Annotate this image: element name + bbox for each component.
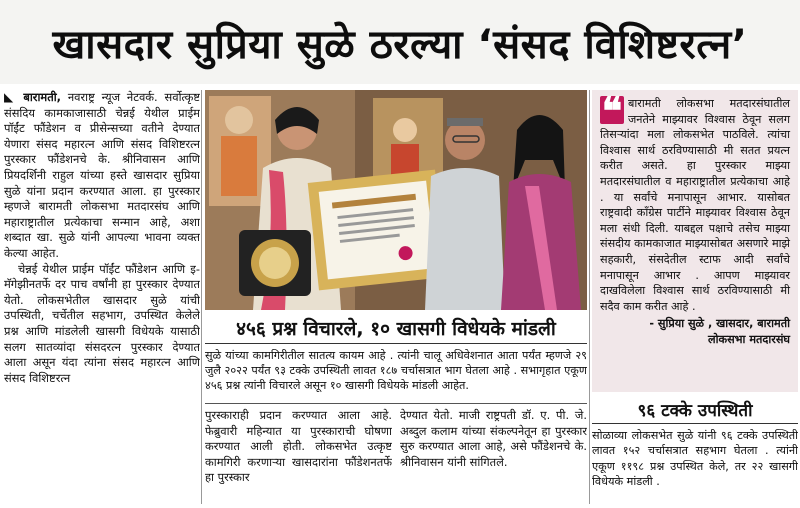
column-divider [589,90,590,504]
quote-box [592,90,798,392]
left-para-1 [4,90,200,262]
subheading: ४५६ प्रश्न विचारले, १० खासगी विधेयके मांडली [205,314,587,344]
left-para-1-text: सर्वोत्कृष्ट संसदिय कामकाजासाठी चेन्नई येथील प्राईम पॉईंट फौंडेशन व प्रीसेन्सच्या वतीने देण्यात येणारा संसद महारत्न आणि संसद विशिष्टरत्न पुरस्कार फौंडेशनचे के. श्रीनिवासन आणि प्रियदर्शिनी राहुल यांच्या हस्ते खासदार सुप्रिया सुळे यांना प्रदान करण्यात आला. हा पुरस्कार म्हणजे बारामती लोकसभा मतदारसंघ आणि महाराष्ट्रातील प्रत्येकाचा सन्मान आहे, अशा शब्दात खा. सुळे यांनी आपल्या भावना व्यक्त केल्या आहेत. [4,90,200,260]
dateline-source: नवराष्ट्र न्यूज नेटवर्क. [60,90,158,104]
award-photo-illustration [205,90,587,310]
middle-column-1: पुरस्काराही प्रदान करण्यात आला आहे. फेब्रुवारी महिन्यात या पुरस्काराची घोषणा करण्यात आली होती. लोकसभेत उत्कृष्ट कामगिरी करणाऱ्या खासदारांना फौंडेशनतर्फे हा पुरस्कार [205,408,392,485]
left-column [4,90,200,504]
middle-column-2: देण्यात येतो. माजी राष्ट्रपती डॉ. ए. पी. जे. अब्दुल कलाम यांच्या संकल्पनेतून हा पुरस्कार सुरु करण्यात आला आहे, असे फौंडेशनचे के. श्रीनिवासन यांनी सांगितले. [400,408,587,469]
column-divider [201,90,202,504]
dateline-marker-icon: ◣ [4,90,17,104]
dateline-place: बारामती, [23,90,61,104]
award-photo [205,90,587,310]
left-para-2: चेन्नई येथील प्राईम पॉईंट फौंडेशन आणि इ- मॅगेझीनतर्फे दर पाच वर्षांनी हा पुरस्कार देण्यात येतो. लोकसभेतील खासदार सुळे यांची उपस्थिती, चर्चेतील सहभाग, उपस्थित केलेले प्रश्न आणि मांडलेली खासगी विधेयके यासाठी सलग सातव्यांदा संसदरत्न पुरस्कार देण्यात आला असून यंदा त्यांना संसद महारत्न आणि संसद विशिष्टरत्न [4,261,200,385]
middle-columns [205,408,587,508]
stat-body: सोळाव्या लोकसभेत सुळे यांनी ९६ टक्के उपस्थिती लावत १५२ चर्चासत्रात सहभाग घेतला . त्यांनी एकूण ११९८ प्रश्न उपस्थित केले, तर २२ खासगी विधेयके मांडली . [592,429,798,489]
quote-mark-icon: ❝ [601,90,623,133]
stat-heading: ९६ टक्के उपस्थिती [592,398,798,424]
quote-signature-line-1: - सुप्रिया सुळे , खासदार, बारामती [649,317,790,331]
quote-signature-line-2: लोकसभा मतदारसंघ [708,332,790,346]
headline: खासदार सुप्रिया सुळे ठरल्या ‘संसद विशिष्टरत्न’ [0,0,800,84]
quote-text: बारामती लोकसभा मतदारसंघातील जनतेने माझ्यावर विश्वास ठेवून सलग तिसऱ्यांदा मला लोकसभेत पाठविले. त्यांचा विश्वास सार्थ ठरविण्यासाठी मी सतत प्रयत्न करीत असते. हा पुरस्कार माझ्या मतदारसंघातील व महाराष्ट्रातील प्रत्येकाचा आहे . या सर्वांचे मनापासून आभार. यासोबत राष्ट्रवादी काँग्रेस पार्टीने माझ्यावर विश्वास ठेवून मला संधी दिली. याबद्दल पक्षाचे तसेच माझ्या संसदीय कामकाजात माझ्यासोबत असणारे माझे सहकारी, संसदेतील स्टाफ आदी सर्वांचे मनापासून आभार . आपण माझ्यावर दाखविलेला विश्वास सार्थ ठरविण्यासाठी मी सदैव काम करीत आहे . [600,97,790,313]
subheading-summary: सुळे यांच्या कामगिरीतील सातत्य कायम आहे . त्यांनी चालू अधिवेशनात आता पर्यंत म्हणजे २९ जुलै २०२२ पर्यंत ९३ टक्के उपस्थिती लावत १८७ चर्चासत्रात भाग घेतला आहे . सभागृहात एकूण ४५६ प्रश्न त्यांनी विचारले असून १० खासगी विधेयके मांडली आहेत. [205,348,587,404]
